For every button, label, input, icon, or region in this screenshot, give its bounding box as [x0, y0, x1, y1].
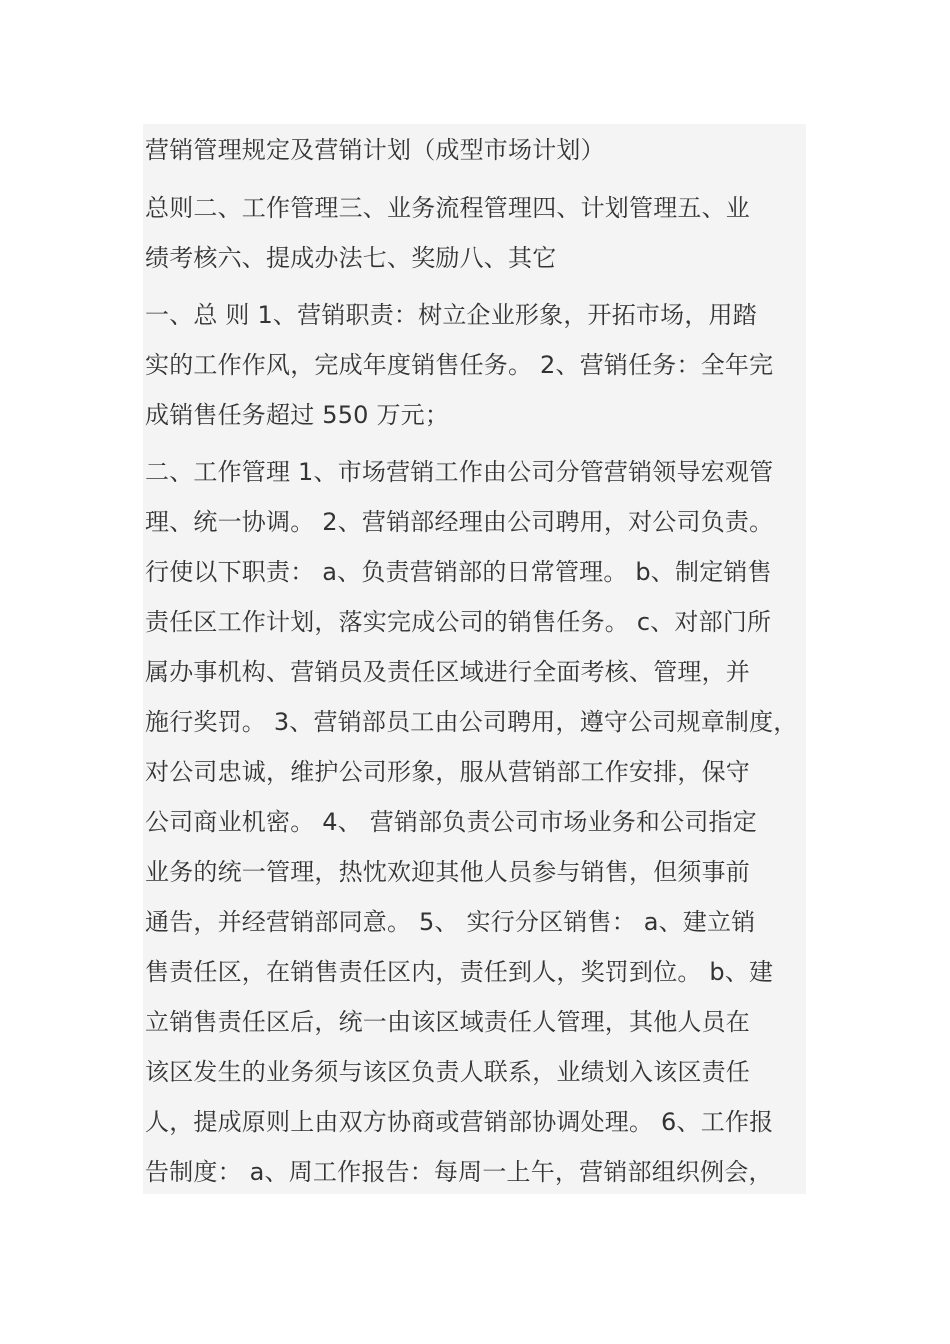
section2-line-2: 理、统一协调。 2、营销部经理由公司聘用，对公司负责。 [145, 508, 774, 536]
section2-line-9: 业务的统一管理，热忱欢迎其他人员参与销售，但须事前 [145, 858, 750, 886]
section2-line-11: 售责任区，在销售责任区内，责任到人，奖罚到位。 b、建 [145, 958, 774, 986]
section2-line-13: 该区发生的业务须与该区负责人联系，业绩划入该区责任 [145, 1058, 750, 1086]
outline-line-2: 绩考核六、提成办法七、奖励八、其它 [145, 244, 557, 272]
section2-line-15: 告制度： a、周工作报告：每周一上午，营销部组织例会， [145, 1158, 773, 1186]
section2-line-7: 对公司忠诚，维护公司形象，服从营销部工作安排，保守 [145, 758, 750, 786]
section2-line-6: 施行奖罚。 3、营销部员工由公司聘用，遵守公司规章制度， [145, 708, 798, 736]
section2-line-10: 通告，并经营销部同意。 5、 实行分区销售： a、建立销 [145, 908, 756, 936]
section2-line-14: 人，提成原则上由双方协商或营销部协调处理。 6、工作报 [145, 1108, 774, 1136]
section2-line-1: 二、工作管理 1、市场营销工作由公司分管营销领导宏观管 [145, 458, 774, 486]
outline-line-1: 总则二、工作管理三、业务流程管理四、计划管理五、业 [145, 194, 750, 222]
section1-line-1: 一、总 则 1、营销职责：树立企业形象，开拓市场，用踏 [145, 301, 757, 329]
section2-line-12: 立销售责任区后，统一由该区域责任人管理，其他人员在 [145, 1008, 750, 1036]
document-title: 营销管理规定及营销计划（成型市场计划） [145, 136, 605, 164]
section1-line-3: 成销售任务超过 550 万元； [145, 401, 450, 429]
section2-line-8: 公司商业机密。 4、 营销部负责公司市场业务和公司指定 [145, 808, 757, 836]
section2-line-4: 责任区工作计划，落实完成公司的销售任务。 c、对部门所 [145, 608, 772, 636]
section2-line-5: 属办事机构、营销员及责任区域进行全面考核、管理，并 [145, 658, 750, 686]
section2-line-3: 行使以下职责： a、负责营销部的日常管理。 b、制定销售 [145, 558, 772, 586]
section1-line-2: 实的工作作风，完成年度销售任务。 2、营销任务：全年完 [145, 351, 774, 379]
